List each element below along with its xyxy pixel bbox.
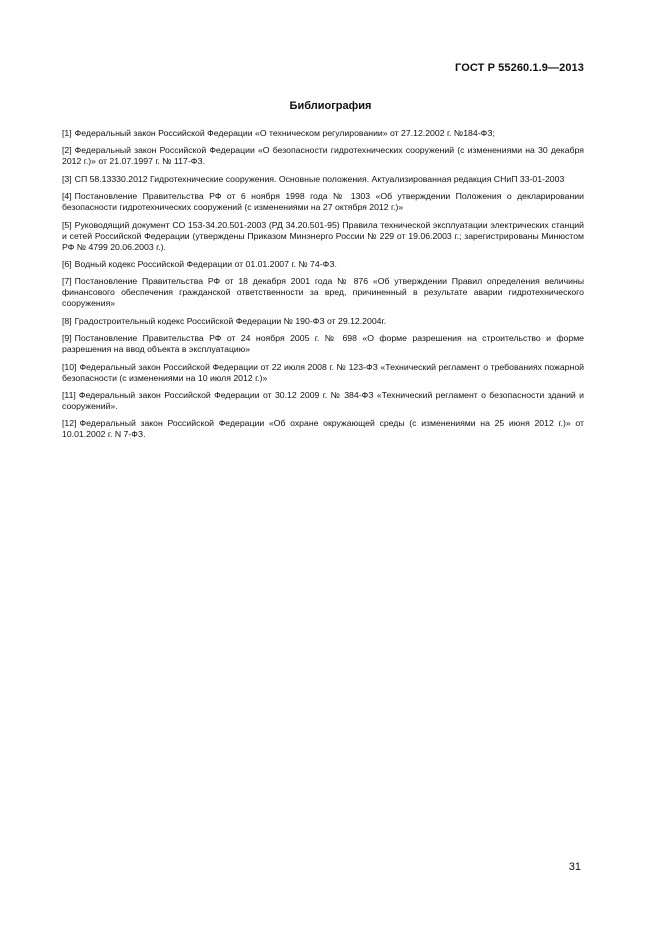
page-number: 31 — [568, 861, 581, 873]
bibliography-entry — [62, 316, 584, 327]
bibliography-entry — [62, 259, 584, 270]
bibliography-entry — [62, 418, 584, 440]
bibliography-entry — [62, 145, 584, 167]
bibliography-entry — [62, 220, 584, 253]
entry-number: [4] — [62, 191, 72, 202]
bibliography-entry — [62, 191, 584, 213]
entry-text: Федеральный закон Российской Федерации от 30.12 2009 г. № 384-ФЗ «Технический регламент о безопасности зданий и сооружений». — [62, 389, 584, 411]
entry-text: Постановление Правительства РФ от 18 декабря 2001 года № 876 «Об утверждении Правил определения величины финансового обеспечения гражданской ответственности за вред, причиненный в результате аварии гидротехнического сооружения» — [62, 276, 584, 309]
entry-text: Постановление Правительства РФ от 24 ноября 2005 г. № 698 «О форме разрешения на строительство и форме разрешения на ввод объекта в эксплуатацию» — [62, 333, 584, 355]
entry-number: [7] — [62, 276, 72, 287]
entry-text: Федеральный закон Российской Федерации «Об охране окружающей среды (с изменениями на 25 июня 2012 г.)» от 10.01.2002 г. N 7-ФЗ. — [62, 418, 584, 440]
entry-number: [1] — [62, 128, 72, 138]
entry-text: Водный кодекс Российской Федерации от 01.01.2007 г. № 74-ФЗ. — [74, 258, 337, 269]
entry-text: СП 58.13330.2012 Гидротехнические сооружения. Основные положения. Актуализированная редакция СНиП 33-01-2003 — [74, 173, 565, 184]
bibliography-entry — [62, 276, 584, 309]
entry-number: [5] — [62, 219, 72, 230]
document-code: ГОСТ Р 55260.1.9—2013 — [455, 62, 584, 74]
entry-text: Федеральный закон Российской Федерации от 22 июля 2008 г. № 123-ФЗ «Технический регламент о требованиях пожарной безопасности (с изменениями на 10 июля 2012 г.)» — [62, 361, 584, 383]
entry-number: [12] — [62, 418, 77, 429]
entry-number: [6] — [62, 258, 72, 269]
entry-text: Федеральный закон Российской Федерации «О безопасности гидротехнических сооружений (с изменениями на 30 декабря 2012 г.)» от 21.07.1997 г. № 117-ФЗ. — [62, 145, 584, 167]
page-title: Библиография — [289, 100, 372, 112]
entry-text: Градостроительный кодекс Российской Федерации № 190-ФЗ от 29.12.2004г. — [74, 315, 387, 326]
entry-text: Федеральный закон Российской Федерации «О техническом регулировании» от 27.12.2002 г. №184-ФЗ; — [74, 128, 495, 138]
entry-number: [11] — [62, 389, 76, 400]
entry-number: [10] — [62, 361, 77, 372]
bibliography-entry — [62, 174, 584, 185]
entry-text: Постановление Правительства РФ от 6 ноября 1998 года № 1303 «Об утверждении Положения о декларировании безопасности гидротехнических сооружений (с изменениями на 27 октября 2012 г.)» — [62, 191, 584, 213]
bibliography-entry — [62, 333, 584, 355]
bibliography-list — [62, 128, 584, 447]
entry-text: Руководящий документ СО 153-34.20.501-2003 (РД 34.20.501-95) Правила технической эксплуатации электрических станций и сетей Российской Федерации (утверждены Приказом Минэнерго России № 229 от 19.06.2003 г.; зарегистрированы Минюстом РФ № 4799 20.06.2003 г.). — [62, 219, 584, 252]
bibliography-entry — [62, 390, 584, 412]
bibliography-entry — [62, 128, 584, 139]
entry-number: [9] — [62, 333, 72, 344]
entry-number: [8] — [62, 315, 72, 326]
entry-number: [3] — [62, 173, 72, 184]
entry-number: [2] — [62, 145, 72, 156]
bibliography-entry — [62, 362, 584, 384]
